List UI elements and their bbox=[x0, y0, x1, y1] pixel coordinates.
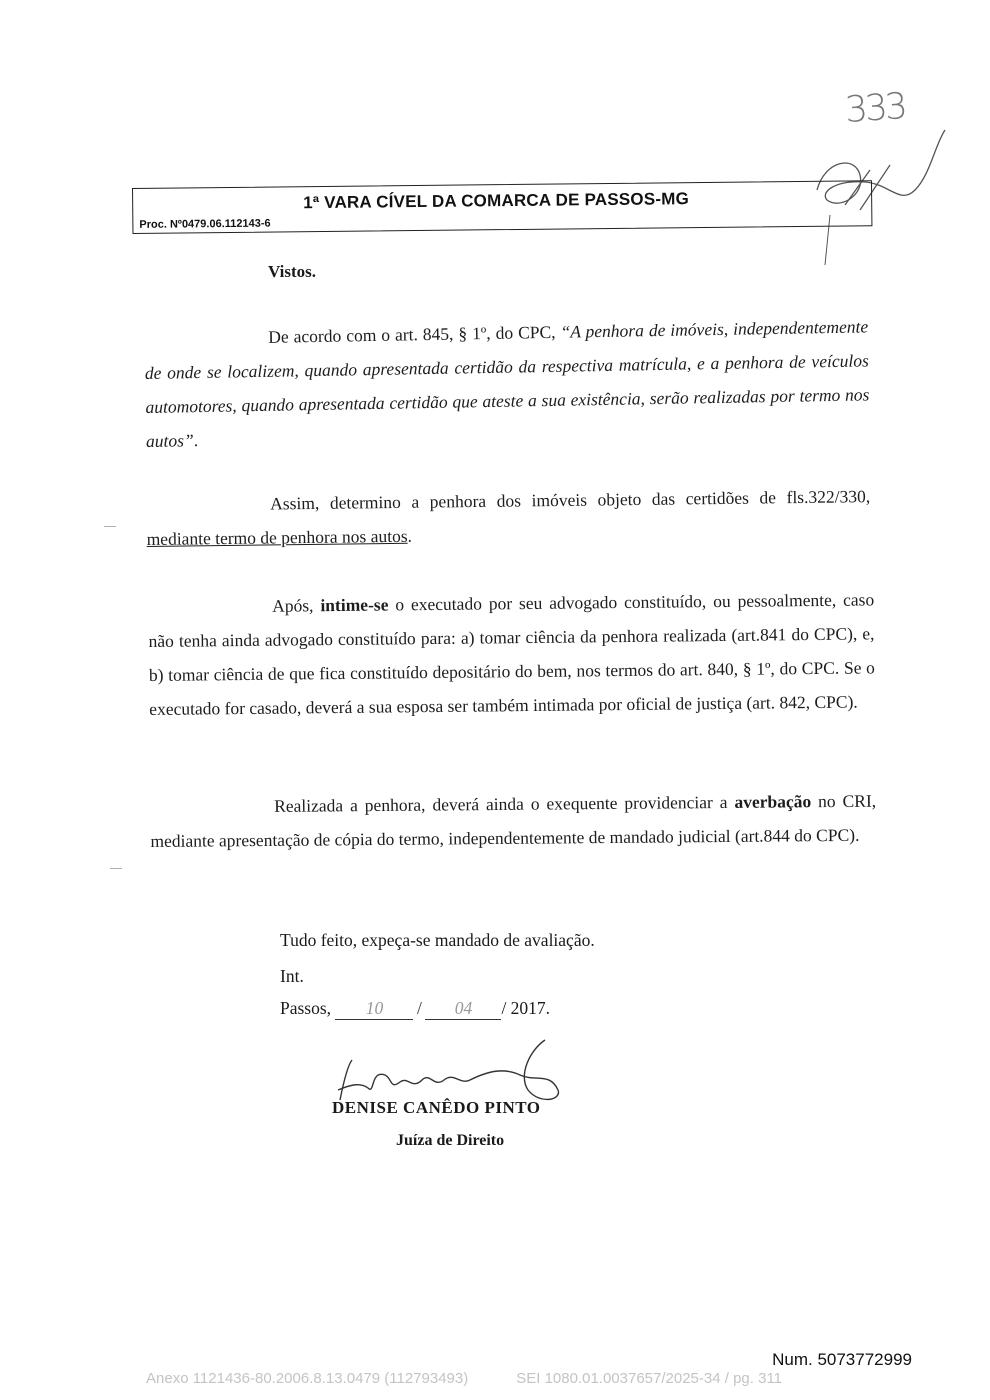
legal-quote: “A penhora de imóveis, independentemente de onde se localizem, quando apresentada certidão da respectiva matrícula, e a penhora de veículos automotores, quando apresentada certidão que ateste a sua existência, serão realizadas por termo nos autos” bbox=[144, 316, 870, 451]
court-header-box bbox=[132, 180, 872, 234]
date-month: 04 bbox=[425, 998, 501, 1020]
annex-reference: Anexo 1121436-80.2006.8.13.0479 (112793493) bbox=[146, 1370, 469, 1387]
document-number: Num. 5073772999 bbox=[772, 1350, 912, 1369]
signer-name: DENISE CANÊDO PINTO bbox=[332, 1098, 541, 1117]
signer-role: Juíza de Direito bbox=[396, 1132, 505, 1149]
margin-mark: — bbox=[104, 518, 116, 532]
date-day: 10 bbox=[335, 998, 413, 1020]
handwritten-page-number: 333 bbox=[843, 85, 907, 132]
court-title: 1ª VARA CÍVEL DA COMARCA DE PASSOS-MG bbox=[303, 189, 690, 213]
paragraph-article-845: De acordo com o art. 845, § 1º, do CPC, “A penhora de imóveis, independentemente de onde se localizem, quando apresentada certidão da respectiva matrícula, e a penhora de veículos automotores, quando apresentada certidão que ateste a sua existência, serão realizadas por termo nos autos”. bbox=[144, 316, 870, 451]
closing-int: Int. bbox=[280, 966, 304, 986]
date-line: Passos, 10 / 04 / 2017. bbox=[280, 998, 551, 1018]
process-number: Proc. Nº0479.06.112143-6 bbox=[139, 217, 271, 231]
footer-stamp bbox=[146, 1370, 782, 1387]
paragraph-notification: Após, intime-se o executado por seu advogado constituído, ou pessoalmente, caso não tenha ainda advogado constituído para: a) tomar ciência da penhora realizada (art.841 do CPC), e, b) tomar ciência de que fica constituído depositário do bem, nos termos do art. 840, § 1º, do CPC. Se o executado for casado, deverá a sua esposa ser também intimada por oficial de justiça (art. 842, CPC). bbox=[148, 589, 875, 719]
paragraph-determination: Assim, determino a penhora dos imóveis objeto das certidões de fls.322/330, mediante termo de penhora nos autos. bbox=[146, 486, 871, 549]
closing-order: Tudo feito, expeça-se mandado de avaliação. bbox=[280, 930, 595, 950]
margin-mark: — bbox=[110, 860, 122, 874]
sei-reference: SEI 1080.01.0037657/2025-34 / pg. 311 bbox=[516, 1370, 783, 1387]
paragraph-registration: Realizada a penhora, deverá ainda o exequente providenciar a averbação no CRI, mediante apresentação de cópia do termo, independentemente de mandado judicial (art.844 do CPC). bbox=[150, 790, 877, 851]
underlined-phrase: mediante termo de penhora nos autos bbox=[146, 525, 408, 549]
greeting: Vistos. bbox=[268, 262, 317, 281]
